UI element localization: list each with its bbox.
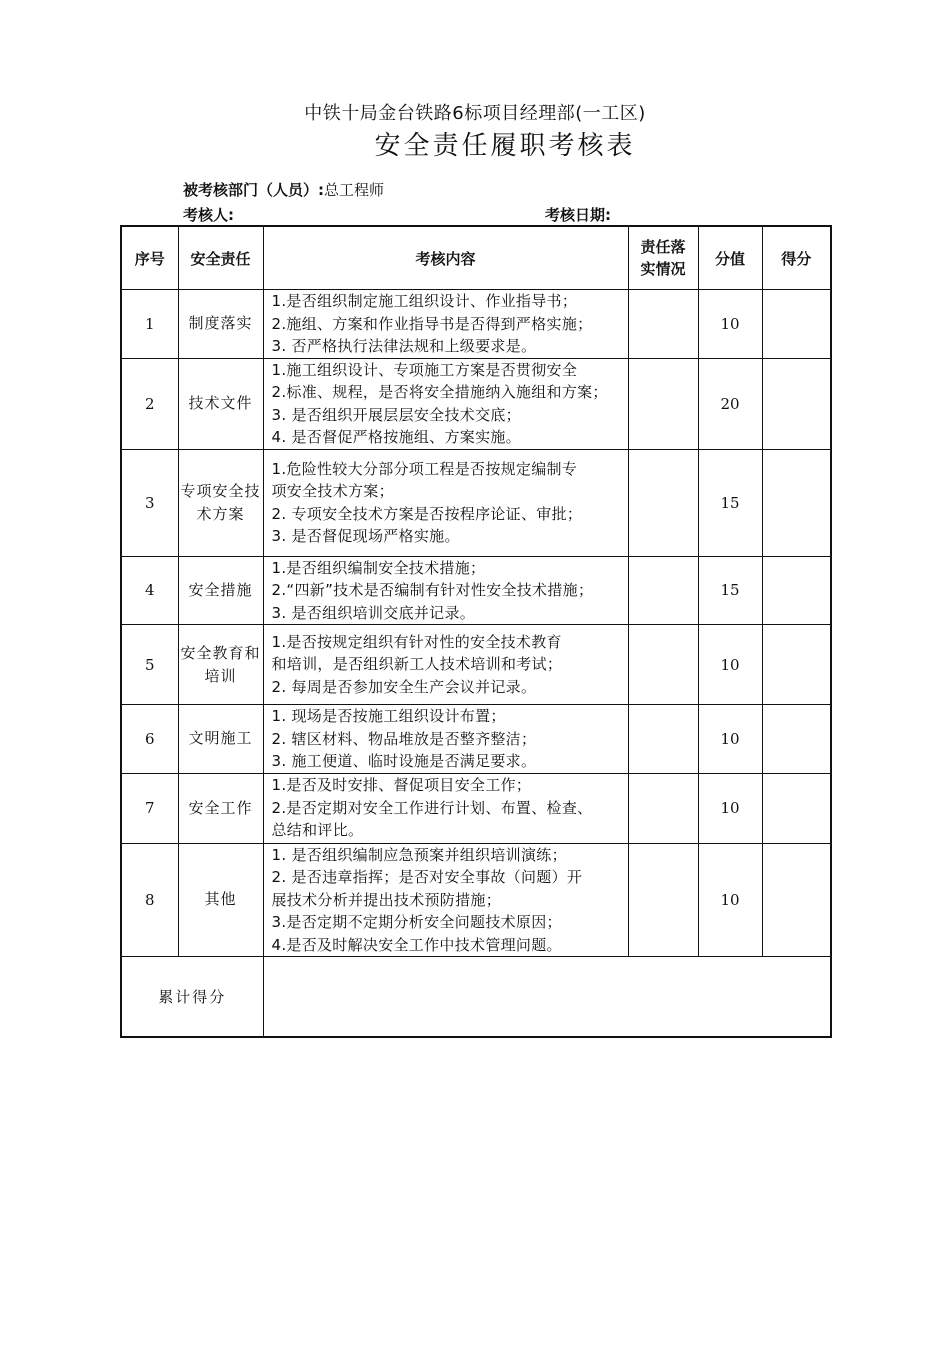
row-content xyxy=(263,625,628,705)
content-line: 展技术分析并提出技术预防措施； xyxy=(271,890,502,909)
table-row xyxy=(121,773,831,843)
row-number: 8 xyxy=(121,843,178,957)
content-line: 3. 否严格执行法律法规和上级要求是。 xyxy=(271,337,537,355)
row-obtained-cell[interactable] xyxy=(762,358,831,449)
row-implementation-cell[interactable] xyxy=(628,625,698,705)
content-line: 2.“四新”技术是否编制有针对性安全技术措施； xyxy=(271,581,594,599)
content-line: 3. 是否组织开展层层安全技术交底； xyxy=(271,405,521,424)
content-line: 2. 每周是否参加安全生产会议并记录。 xyxy=(271,677,537,696)
content-line: 1.是否按规定组织有针对性的安全技术教育 xyxy=(271,632,562,651)
row-implementation-cell[interactable] xyxy=(628,556,698,625)
table-row xyxy=(121,449,831,556)
row-implementation-cell[interactable] xyxy=(628,449,698,556)
row-content xyxy=(263,290,628,359)
content-line: 3. 是否督促现场严格实施。 xyxy=(271,527,460,545)
table-row xyxy=(121,625,831,705)
row-obtained-cell[interactable] xyxy=(762,449,831,556)
assessment-table xyxy=(120,225,832,1038)
table-row xyxy=(121,843,831,957)
header-implementation xyxy=(628,226,698,290)
header-num: 序号 xyxy=(121,226,178,290)
content-line: 1.施工组织设计、专项施工方案是否贯彻安全 xyxy=(271,360,578,379)
row-score: 10 xyxy=(698,705,762,774)
row-number: 3 xyxy=(121,449,178,556)
examiner-label: 考核人: xyxy=(183,206,234,224)
total-row xyxy=(121,957,831,1037)
header-responsibility: 安全责任 xyxy=(178,226,263,290)
table-row xyxy=(121,358,831,449)
row-score: 15 xyxy=(698,556,762,625)
header-score: 分值 xyxy=(698,226,762,290)
row-number: 5 xyxy=(121,625,178,705)
row-number: 6 xyxy=(121,705,178,774)
content-line: 1.危险性较大分部分项工程是否按规定编制专 xyxy=(271,459,578,478)
row-obtained-cell[interactable] xyxy=(762,773,831,843)
row-number: 1 xyxy=(121,290,178,359)
content-line: 2.是否定期对安全工作进行计划、布置、检查、 xyxy=(271,798,593,817)
assessed-department-label: 被考核部门（人员）: xyxy=(183,181,324,199)
row-score: 20 xyxy=(698,358,762,449)
content-line: 1.是否组织编制安全技术措施； xyxy=(271,558,486,577)
table-header-row xyxy=(121,226,831,290)
row-implementation-cell[interactable] xyxy=(628,705,698,774)
examiner xyxy=(183,204,234,225)
content-line: 4.是否及时解决安全工作中技术管理问题。 xyxy=(271,935,562,954)
content-line: 1.是否及时安排、督促项目安全工作； xyxy=(271,776,532,795)
row-obtained-cell[interactable] xyxy=(762,556,831,625)
row-responsibility: 专项安全技术方案 xyxy=(178,449,263,556)
row-score: 10 xyxy=(698,625,762,705)
row-responsibility: 技术文件 xyxy=(178,358,263,449)
content-line: 3. 是否组织培训交底并记录。 xyxy=(271,603,476,622)
assessed-department-value: 总工程师 xyxy=(324,181,385,199)
row-score: 10 xyxy=(698,773,762,843)
content-line: 2. 是否违章指挥；是否对安全事故（问题）开 xyxy=(271,868,583,886)
row-implementation-cell[interactable] xyxy=(628,773,698,843)
header-obtained: 得分 xyxy=(762,226,831,290)
row-content xyxy=(263,705,628,774)
total-score-label: 累计得分 xyxy=(121,957,263,1037)
content-line: 1.是否组织制定施工组织设计、作业指导书； xyxy=(271,292,578,310)
content-line: 总结和评比。 xyxy=(271,821,364,840)
row-obtained-cell[interactable] xyxy=(762,290,831,359)
row-implementation-cell[interactable] xyxy=(628,358,698,449)
total-score-value[interactable] xyxy=(263,957,831,1037)
row-number: 4 xyxy=(121,556,178,625)
row-score: 15 xyxy=(698,449,762,556)
content-line: 2. 辖区材料、物品堆放是否整齐整洁； xyxy=(271,729,537,748)
row-content xyxy=(263,843,628,957)
row-implementation-cell[interactable] xyxy=(628,290,698,359)
row-content xyxy=(263,449,628,556)
table-row xyxy=(121,705,831,774)
table-row xyxy=(121,556,831,625)
content-line: 2.标准、规程，是否将安全措施纳入施组和方案； xyxy=(271,383,608,401)
content-line: 3.是否定期不定期分析安全问题技术原因； xyxy=(271,913,562,931)
row-responsibility: 安全措施 xyxy=(178,556,263,625)
row-number: 2 xyxy=(121,358,178,449)
row-responsibility: 其他 xyxy=(178,843,263,957)
content-line: 2. 专项安全技术方案是否按程序论证、审批； xyxy=(271,504,583,523)
row-content xyxy=(263,773,628,843)
content-line: 3. 施工便道、临时设施是否满足要求。 xyxy=(271,752,537,770)
table-row xyxy=(121,290,831,359)
header-implementation-text: 责任落实情况 xyxy=(640,238,686,278)
document-title: 安全责任履职考核表 xyxy=(374,131,636,161)
row-score: 10 xyxy=(698,843,762,957)
assessment-date xyxy=(545,204,611,225)
content-line: 4. 是否督促严格按施组、方案实施。 xyxy=(271,428,521,446)
row-responsibility: 安全教育和培训 xyxy=(178,625,263,705)
row-content xyxy=(263,358,628,449)
row-responsibility: 安全工作 xyxy=(178,773,263,843)
row-implementation-cell[interactable] xyxy=(628,843,698,957)
content-line: 项安全技术方案； xyxy=(271,482,394,500)
content-line: 1. 现场是否按施工组织设计布置； xyxy=(271,707,506,725)
row-obtained-cell[interactable] xyxy=(762,843,831,957)
assessed-department xyxy=(183,179,384,200)
row-obtained-cell[interactable] xyxy=(762,625,831,705)
row-number: 7 xyxy=(121,773,178,843)
row-responsibility: 文明施工 xyxy=(178,705,263,774)
assessment-date-label: 考核日期: xyxy=(545,206,611,224)
content-line: 1. 是否组织编制应急预案并组织培训演练； xyxy=(271,845,567,864)
row-obtained-cell[interactable] xyxy=(762,705,831,774)
row-content xyxy=(263,556,628,625)
content-line: 2.施组、方案和作业指导书是否得到严格实施； xyxy=(271,314,593,333)
organization-name: 中铁十局金台铁路6标项目经理部(一工区) xyxy=(304,103,646,124)
row-responsibility: 制度落实 xyxy=(178,290,263,359)
content-line: 和培训，是否组织新工人技术培训和考试； xyxy=(271,655,563,674)
header-content: 考核内容 xyxy=(263,226,628,290)
row-score: 10 xyxy=(698,290,762,359)
